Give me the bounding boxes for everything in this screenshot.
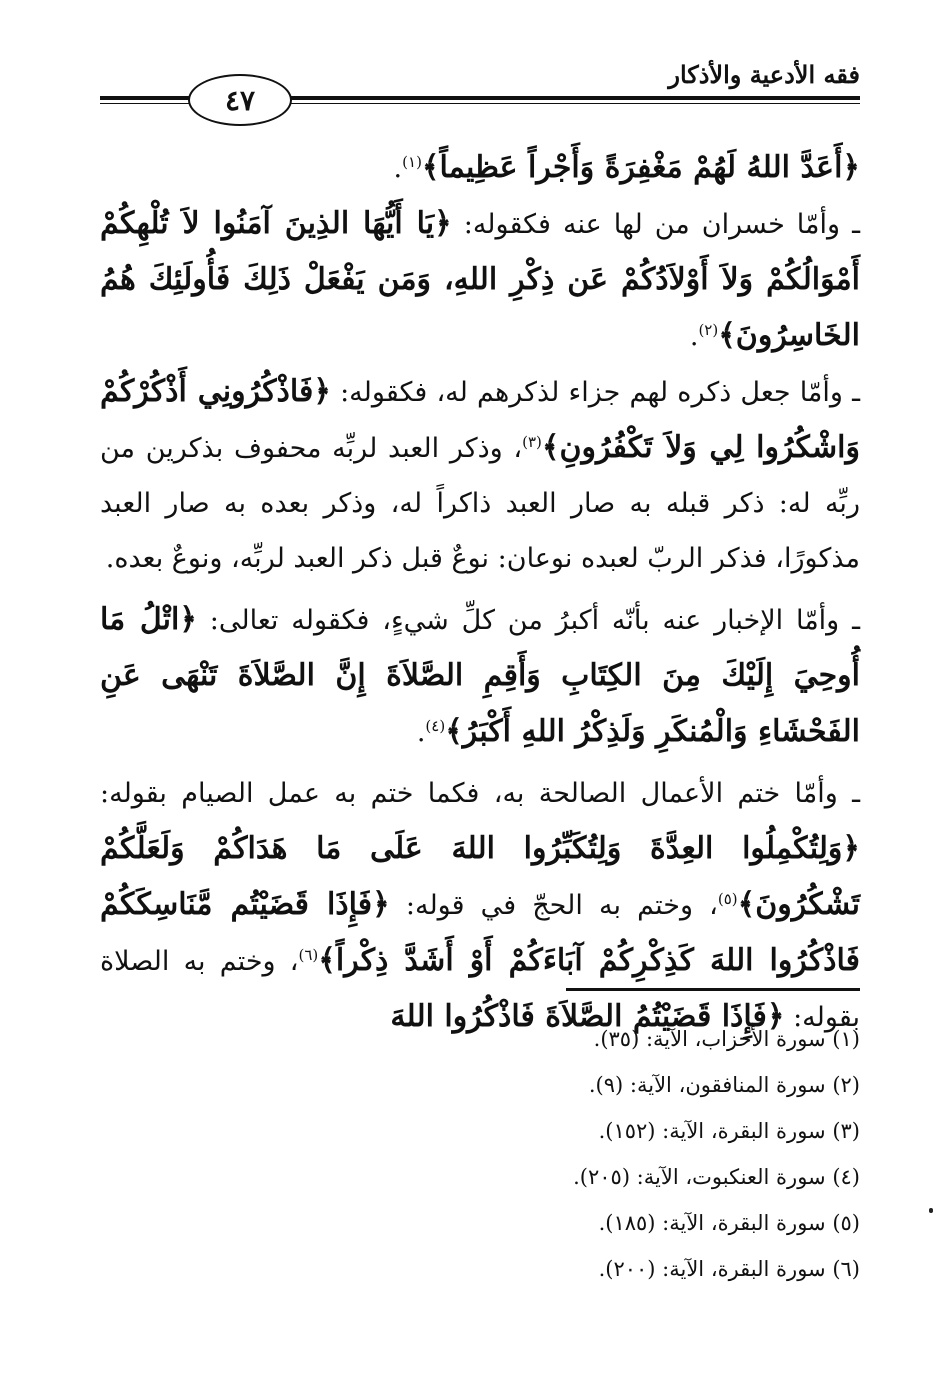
quran-verse: ﴿اتْلُ مَا أُوحِيَ إِلَيْكَ مِنَ الكِتَابِ وَأَقِمِ الصَّلاَةَ إِنَّ الصَّلاَةَ تَنْهَى عَنِ الفَحْشَاءِ وَالْمُنكَرِ وَلَذِكْرُ اللهِ أَكْبَرُ﴾ [100,602,860,749]
footnote-marker: (٦) [298,946,319,964]
paragraph-text: ، وختم به الحجّ في قوله: [389,890,718,921]
footnote-separator [566,988,860,991]
footnote-marker: (٤) [425,717,446,735]
paragraph-text: ـ وأمّا الإخبار عنه بأنّه أكبرُ من كلِّ شيءٍ، فكقوله تعالى: [196,605,860,636]
paragraph-text: ، وختم به الصلاة بقوله: [100,946,860,1033]
main-text [100,140,860,1045]
paragraph-text: . [393,153,403,184]
paragraph-text: . [689,321,699,352]
paragraph-text: . [416,717,426,748]
paragraph-text: ـ وأمّا ختم الأعمال الصالحة به، فكما ختم به عمل الصيام بقوله: [100,778,860,809]
footnote-item: (٤) سورة العنكبوت، الآية: (٢٠٥). [573,1165,860,1189]
running-title: فقه الأدعية والأذكار [668,60,860,89]
paragraph [100,592,860,760]
quran-verse: ﴿فَإِذَا قَضَيْتُم مَّنَاسِكَكُمْ فَاذْكُرُوا اللهَ كَذِكْرِكُمْ آبَاءَكُمْ أَوْ أَشَدَّ ذِكْراً﴾ [100,887,860,978]
footnote-item: (٦) سورة البقرة، الآية: (٢٠٠). [598,1257,860,1281]
quran-verse: ﴿أَعَدَّ اللهُ لَهُمْ مَغْفِرَةً وَأَجْراً عَظِيماً﴾ [421,150,860,185]
quran-verse: ﴿يَا أَيُّهَا الذِينَ آمَنُوا لاَ تُلْهِكُمْ أَمْوَالُكُمْ وَلاَ أَوْلاَدُكُمْ عَن ذِكْرِ اللهِ، وَمَن يَفْعَلْ ذَلِكَ فَأُولَئِكَ هُمُ الخَاسِرُونَ﴾ [100,206,860,353]
footnote-marker: (٣) [522,433,542,451]
footnote-item: (٥) سورة البقرة، الآية: (١٨٥). [598,1211,860,1235]
footnote-item: (٣) سورة البقرة، الآية: (١٥٢). [598,1119,860,1143]
page-number-badge [188,74,292,126]
paragraph [100,140,860,196]
paragraph [100,364,860,586]
paragraph-text: ـ وأمّا خسران من لها عنه فكقوله: [451,209,860,240]
quran-verse: ﴿وَلِتُكْمِلُوا العِدَّةَ وَلِتُكَبِّرُوا اللهَ عَلَى مَا هَدَاكُمْ وَلَعَلَّكُمْ تَشْكُرُونَ﴾ [100,831,860,922]
quran-verse: ﴿فَاذْكُرُونِي أَذْكُرْكُمْ وَاشْكُرُوا لِي وَلاَ تَكْفُرُونِ﴾ [100,374,861,465]
paragraph-text: ، وذكر العبد لربِّه محفوف بذكرين من ربِّه له: ذكر قبله به صار العبد ذاكراً له، وذكر بعده به صار العبد مذكورًا، فذكر الربّ لعبده نوعان: نوعٌ قبل ذكر العبد لربِّه، ونوعٌ بعده. [100,433,860,574]
scan-speck [929,1208,933,1213]
quran-verse: ﴿فَإِذَا قَضَيْتُمُ الصَّلاَةَ فَاذْكُرُوا اللهَ [390,999,785,1034]
paragraph [100,196,860,364]
footnote-marker: (٥) [717,890,738,908]
page-number: ٤٧ [224,83,256,117]
paragraph-text: ـ وأمّا جعل ذكره لهم جزاء لذكرهم له، فكقوله: [330,377,860,408]
footnote-item: (١) سورة الأحزاب، الآية: (٣٥). [593,1027,860,1051]
footnote-marker: (٢) [698,321,719,339]
paragraph [100,766,860,1045]
page-header [100,52,860,132]
footnote-marker: (١) [402,153,422,171]
footnotes-list [100,1016,860,1292]
footnote-item: (٢) سورة المنافقون، الآية: (٩). [588,1073,860,1097]
